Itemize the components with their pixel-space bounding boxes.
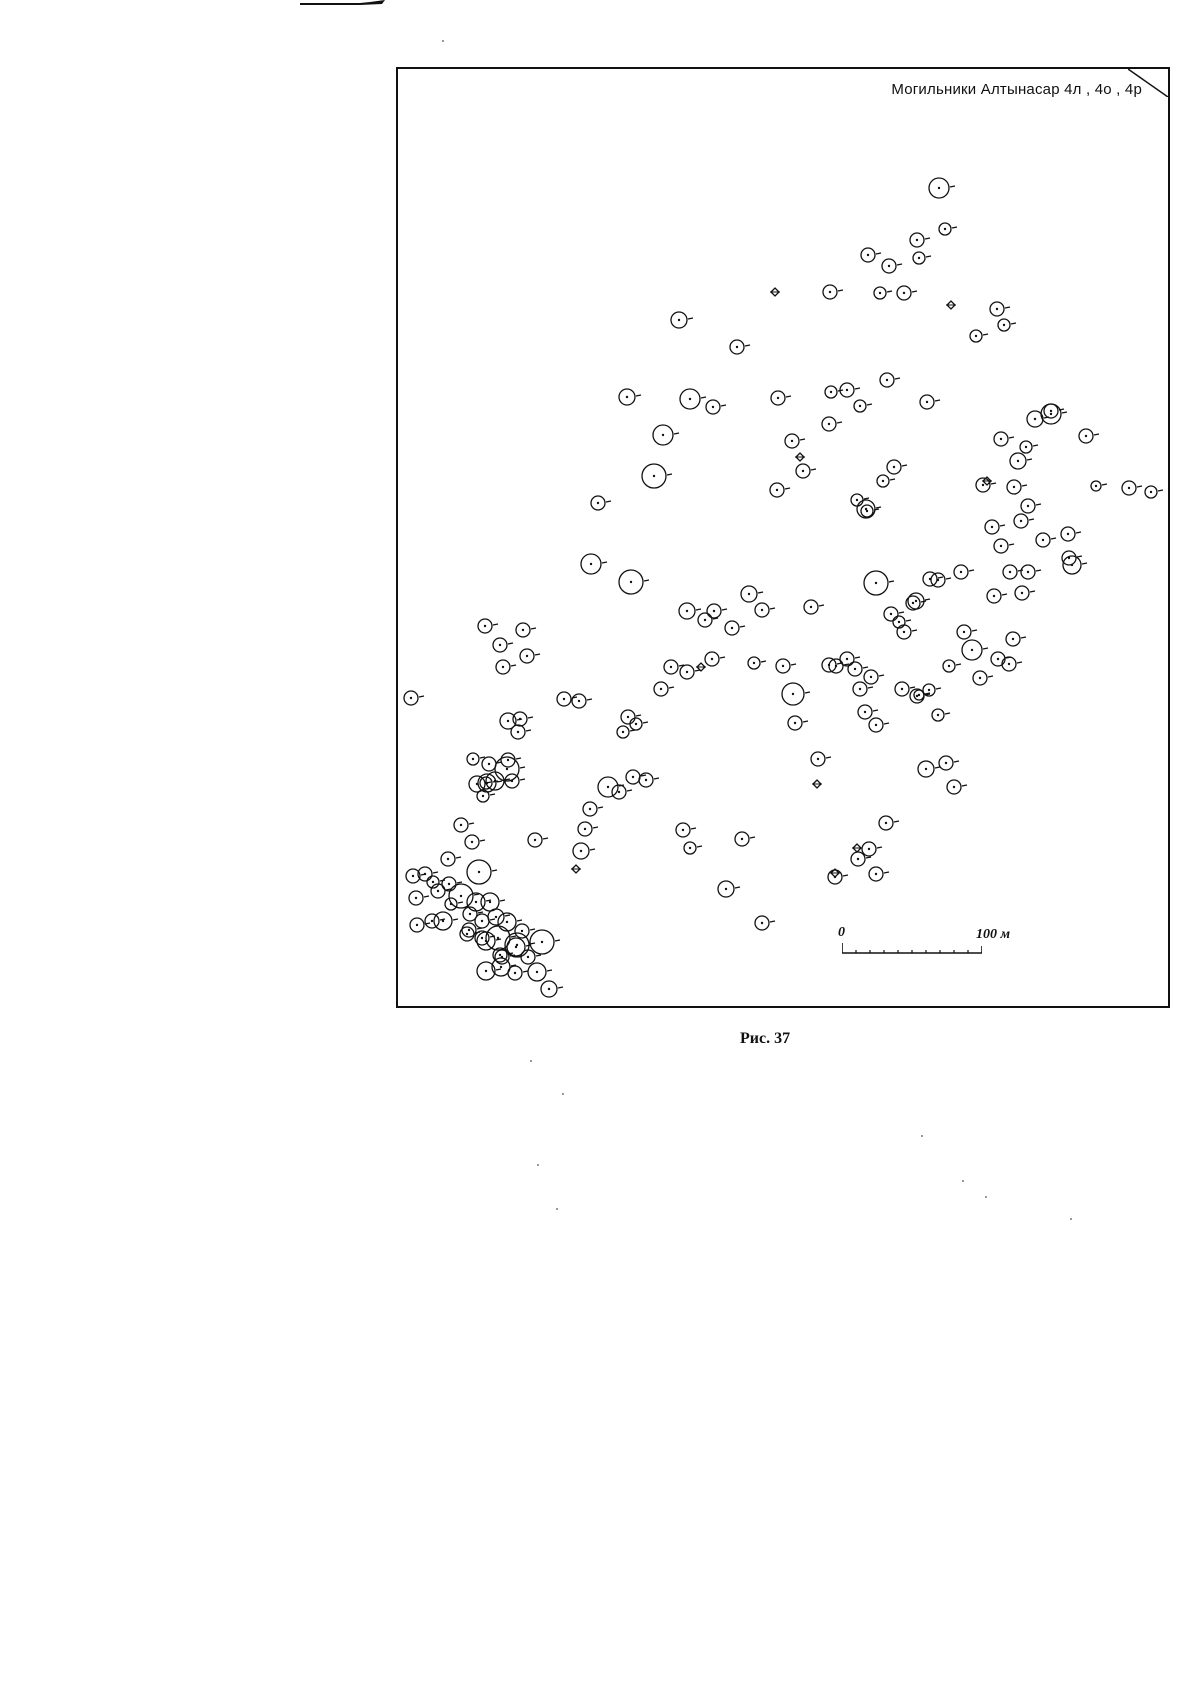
barrow-mound	[776, 659, 796, 673]
barrow-mound	[976, 478, 996, 492]
barrow-mound	[572, 694, 592, 708]
barrow-mound	[1007, 480, 1027, 494]
barrow-mound	[434, 912, 458, 930]
barrow-mound	[730, 340, 750, 354]
barrow-mound	[516, 623, 536, 637]
barrow-mound	[573, 843, 595, 859]
barrow-mound	[1091, 481, 1107, 491]
burial-plan	[398, 69, 1168, 1006]
barrow-mound	[1010, 453, 1032, 469]
barrow-mound	[748, 657, 766, 669]
barrow-mound	[409, 891, 429, 905]
barrow-mound	[804, 600, 824, 614]
map-frame	[396, 67, 1170, 1008]
scan-speck	[962, 1180, 964, 1182]
barrow-mound	[612, 785, 632, 799]
barrow-mound	[630, 718, 648, 730]
barrow-mound	[897, 286, 917, 300]
barrow-mound	[1145, 486, 1163, 498]
barrow-mound	[705, 652, 725, 666]
barrow-mound	[755, 916, 775, 930]
barrow-mound	[864, 670, 884, 684]
barrow-mound	[910, 233, 930, 247]
barrow-mound	[1027, 411, 1049, 427]
barrow-mound	[706, 400, 726, 414]
barrow-mound	[771, 391, 791, 405]
barrow-mound	[879, 816, 899, 830]
scan-speck	[921, 1135, 923, 1137]
barrow-mound	[973, 671, 993, 685]
barrow-mound	[994, 432, 1014, 446]
barrow-mound	[671, 312, 693, 328]
barrow-mound	[1021, 565, 1041, 579]
barrow-mound	[557, 692, 577, 706]
barrow-mound	[858, 705, 878, 719]
barrow-mound	[869, 718, 889, 732]
barrow-mound	[923, 572, 943, 586]
barrow-mound	[918, 761, 940, 777]
barrow-mound	[617, 726, 635, 738]
barrow-mound	[1079, 429, 1099, 443]
barrow-mound	[851, 852, 871, 866]
scan-speck	[537, 1164, 539, 1166]
barrow-mound	[1062, 551, 1082, 565]
enclosure-symbol	[795, 453, 805, 461]
barrow-mound	[1061, 527, 1081, 541]
barrow-mound	[653, 425, 679, 445]
scale-bar-ruler	[842, 943, 982, 955]
barrow-mound	[1021, 499, 1041, 513]
enclosure-symbol	[770, 288, 780, 296]
barrow-mound	[1003, 565, 1023, 579]
barrow-mound	[598, 777, 624, 797]
barrow-mound	[954, 565, 974, 579]
enclosure-symbol	[946, 301, 956, 309]
barrow-mound	[895, 682, 915, 696]
barrow-mound	[718, 881, 740, 897]
barrow-mound	[735, 832, 755, 846]
barrow-mound	[583, 802, 603, 816]
scan-speck	[530, 1060, 532, 1062]
barrow-mound	[880, 373, 900, 387]
barrow-mound	[676, 823, 696, 837]
barrow-mound	[861, 505, 879, 517]
barrow-mound	[861, 248, 881, 262]
barrow-mound	[874, 287, 892, 299]
barrow-mound	[619, 389, 641, 405]
corner-line	[1128, 69, 1168, 97]
barrow-mound	[477, 962, 501, 980]
barrow-mound	[854, 400, 872, 412]
scan-speck	[556, 1208, 558, 1210]
barrow-mound	[822, 417, 842, 431]
barrow-mound	[785, 434, 805, 448]
scan-speck	[985, 1196, 987, 1198]
barrow-mound	[495, 757, 525, 781]
barrow-mound	[530, 930, 560, 954]
barrow-mound	[962, 640, 988, 660]
barrow-mound	[987, 589, 1007, 603]
barrow-mound	[864, 571, 894, 595]
barrow-mound	[877, 475, 895, 487]
barrow-mound	[811, 752, 831, 766]
barrow-mound	[441, 852, 461, 866]
barrow-mound	[939, 756, 959, 770]
barrow-mound	[467, 860, 497, 884]
barrow-mound	[664, 660, 684, 674]
barrow-mound	[998, 319, 1016, 331]
barrow-mound	[1122, 481, 1142, 495]
barrow-mound	[725, 621, 745, 635]
barrow-mound	[862, 842, 882, 856]
barrow-mound	[929, 178, 955, 198]
barrow-mound	[508, 966, 528, 980]
barrow-mound	[1014, 514, 1034, 528]
barrow-mound	[528, 963, 552, 981]
barrow-mound	[467, 893, 491, 911]
barrow-mound	[642, 464, 672, 488]
enclosure-symbol	[812, 780, 822, 788]
barrow-mound	[985, 520, 1005, 534]
barrow-mound	[882, 259, 902, 273]
barrow-mound	[1015, 586, 1035, 600]
barrow-mound	[679, 603, 701, 619]
scan-speck	[442, 40, 444, 42]
barrow-mound	[493, 638, 513, 652]
enclosure-symbol	[852, 844, 862, 852]
figure-caption: Рис. 37	[740, 1030, 791, 1047]
barrow-mound	[541, 981, 563, 997]
barrow-mound	[591, 496, 611, 510]
barrow-mound	[465, 835, 485, 849]
barrow-mound	[500, 713, 522, 729]
barrow-mound	[482, 757, 502, 771]
barrow-mound	[454, 818, 474, 832]
scale-end-label: 100 м	[976, 927, 1011, 942]
barrow-mound	[796, 464, 816, 478]
barrow-mound	[404, 691, 424, 705]
barrow-mound	[788, 716, 808, 730]
scale-bar	[838, 925, 1038, 965]
barrow-mound	[994, 539, 1014, 553]
scale-zero-label: 0	[838, 925, 845, 940]
barrow-mound	[823, 285, 843, 299]
barrow-mound	[581, 554, 607, 574]
top-edge-mark	[300, 0, 420, 8]
barrow-mound	[920, 395, 940, 409]
barrow-mound	[869, 867, 889, 881]
barrow-mound	[578, 822, 598, 836]
barrow-mound	[957, 625, 977, 639]
barrow-mound	[913, 252, 931, 264]
barrow-mound	[1020, 441, 1038, 453]
barrow-mound	[1006, 632, 1026, 646]
barrow-mound	[970, 330, 988, 342]
barrow-mound	[943, 660, 961, 672]
barrow-mound	[654, 682, 674, 696]
barrow-mound	[528, 833, 548, 847]
barrow-mound	[619, 570, 649, 594]
barrow-mound	[939, 223, 957, 235]
enclosure-symbol	[571, 865, 581, 873]
barrow-mound	[475, 914, 495, 928]
barrow-mound	[782, 683, 810, 705]
barrow-mound	[496, 660, 516, 674]
barrow-mound	[478, 619, 498, 633]
barrow-mound	[947, 780, 967, 794]
barrow-mound	[449, 884, 479, 908]
scan-speck	[1070, 1218, 1072, 1220]
barrow-mound	[626, 770, 646, 784]
barrow-mound	[897, 625, 917, 639]
barrow-mound	[887, 460, 907, 474]
barrow-mound	[770, 483, 790, 497]
scan-speck	[562, 1093, 564, 1095]
barrow-mound	[684, 842, 702, 854]
barrow-mound	[741, 586, 763, 602]
barrow-mound	[990, 302, 1010, 316]
plan-title: Могильники Алтынасар 4л , 4о , 4р	[891, 81, 1142, 98]
barrow-mound	[520, 649, 540, 663]
barrow-mound	[1036, 533, 1056, 547]
barrow-mound	[755, 603, 775, 617]
barrow-mound	[680, 389, 706, 409]
barrow-mound	[932, 709, 950, 721]
